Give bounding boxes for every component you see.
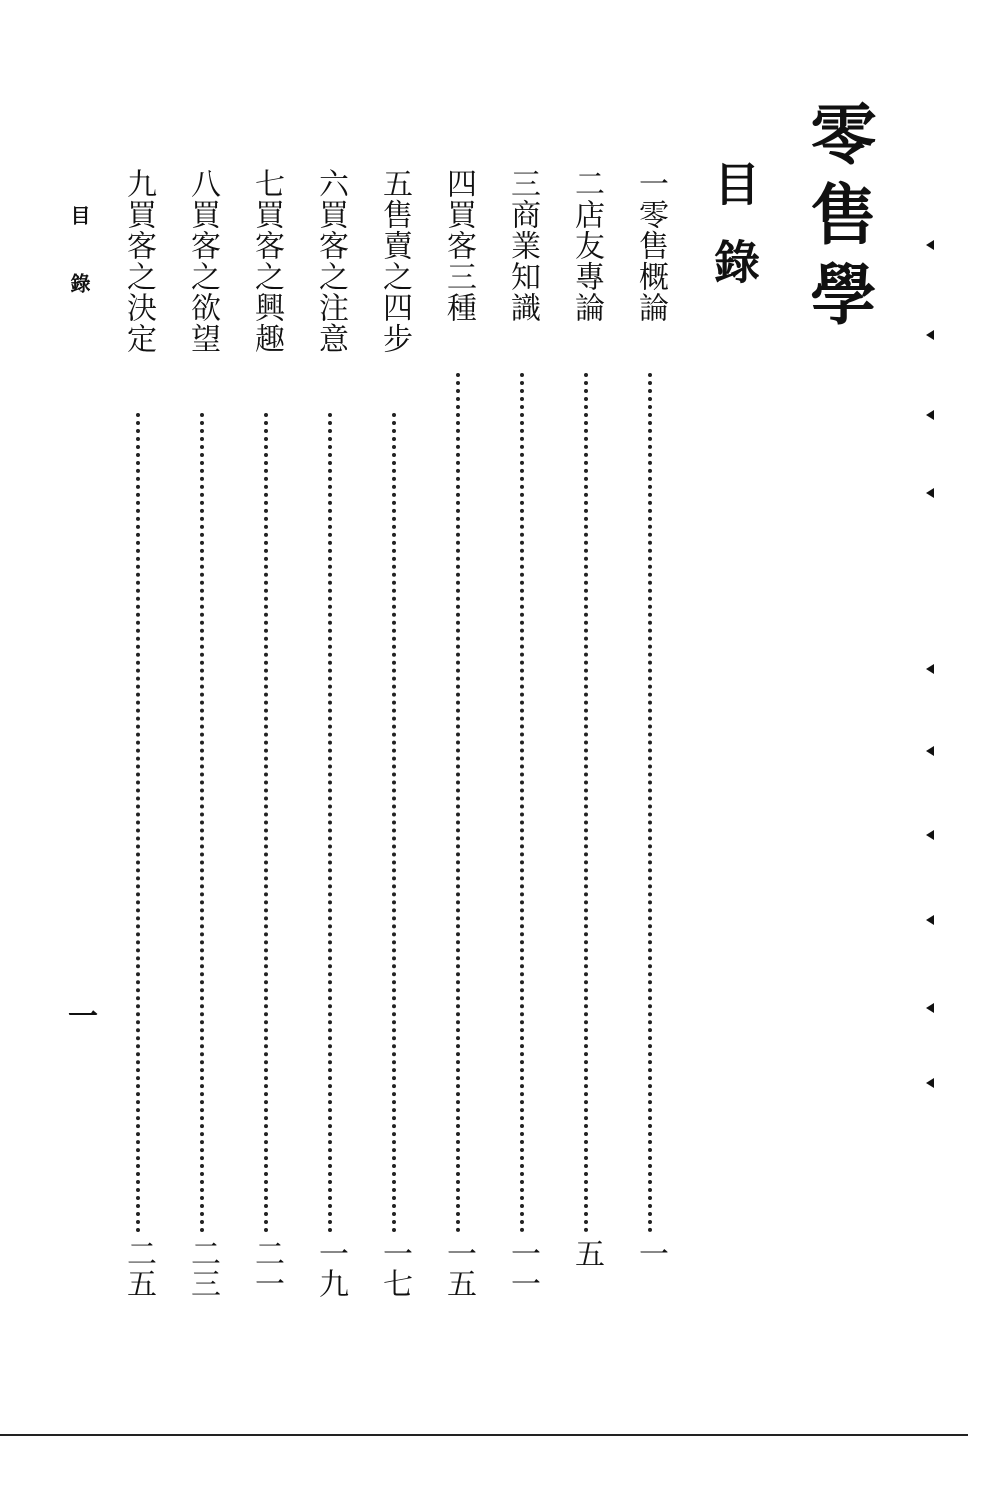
- toc-entry-title: 三商業知識: [505, 168, 540, 323]
- toc-entry-page: 二五: [121, 1238, 156, 1298]
- dot-leader: [200, 413, 204, 1233]
- binding-mark: [926, 488, 936, 498]
- binding-mark: [926, 830, 936, 840]
- toc-entry-title: 一零售概論: [633, 168, 668, 323]
- running-head: 目錄: [67, 205, 91, 341]
- dot-leader: [392, 413, 396, 1233]
- toc-entry: [118, 168, 158, 1328]
- toc-entry: [566, 168, 606, 1328]
- toc-entry-title: 九買客之決定: [121, 168, 156, 354]
- toc-entry: [630, 168, 670, 1328]
- binding-mark: [926, 410, 936, 420]
- book-title: 零售學: [799, 100, 877, 340]
- binding-mark: [926, 240, 936, 250]
- folio-page-number: 一: [62, 1000, 97, 1030]
- dot-leader: [136, 413, 140, 1233]
- toc-entry-page: 一五: [441, 1238, 476, 1298]
- binding-mark: [926, 1003, 936, 1013]
- dot-leader: [584, 373, 588, 1233]
- toc-entry-title: 六買客之注意: [313, 168, 348, 354]
- toc-entry-title: 五售賣之四步: [377, 168, 412, 354]
- binding-mark: [926, 1078, 936, 1088]
- toc-entry-title: 七買客之興趣: [249, 168, 284, 354]
- toc-entry-page: 五: [569, 1238, 604, 1268]
- toc-entry-page: 一一: [505, 1238, 540, 1298]
- toc-entry-title: 八買客之欲望: [185, 168, 220, 354]
- toc-entry-page: 二三: [185, 1238, 220, 1298]
- toc-entry: [438, 168, 478, 1328]
- dot-leader: [264, 413, 268, 1233]
- toc-entry: [182, 168, 222, 1328]
- toc-entry: [374, 168, 414, 1328]
- toc-entry-title: 四買客三種: [441, 168, 476, 323]
- toc-entry: [246, 168, 286, 1328]
- dot-leader: [648, 373, 652, 1233]
- toc-entry: [502, 168, 542, 1328]
- dot-leader: [520, 373, 524, 1233]
- toc-entry-page: 一七: [377, 1238, 412, 1298]
- dot-leader: [328, 413, 332, 1233]
- binding-mark: [926, 746, 936, 756]
- toc-heading: 目錄: [707, 160, 761, 316]
- binding-mark: [926, 664, 936, 674]
- toc-entry-page: 一九: [313, 1238, 348, 1298]
- toc-entry: [310, 168, 350, 1328]
- binding-mark: [926, 915, 936, 925]
- binding-mark: [926, 330, 936, 340]
- toc-entry-page: 二一: [249, 1238, 284, 1298]
- toc-entry-page: 一: [633, 1238, 668, 1268]
- page-bottom-rule: [0, 1434, 968, 1436]
- toc-entry-title: 二店友專論: [569, 168, 604, 323]
- dot-leader: [456, 373, 460, 1233]
